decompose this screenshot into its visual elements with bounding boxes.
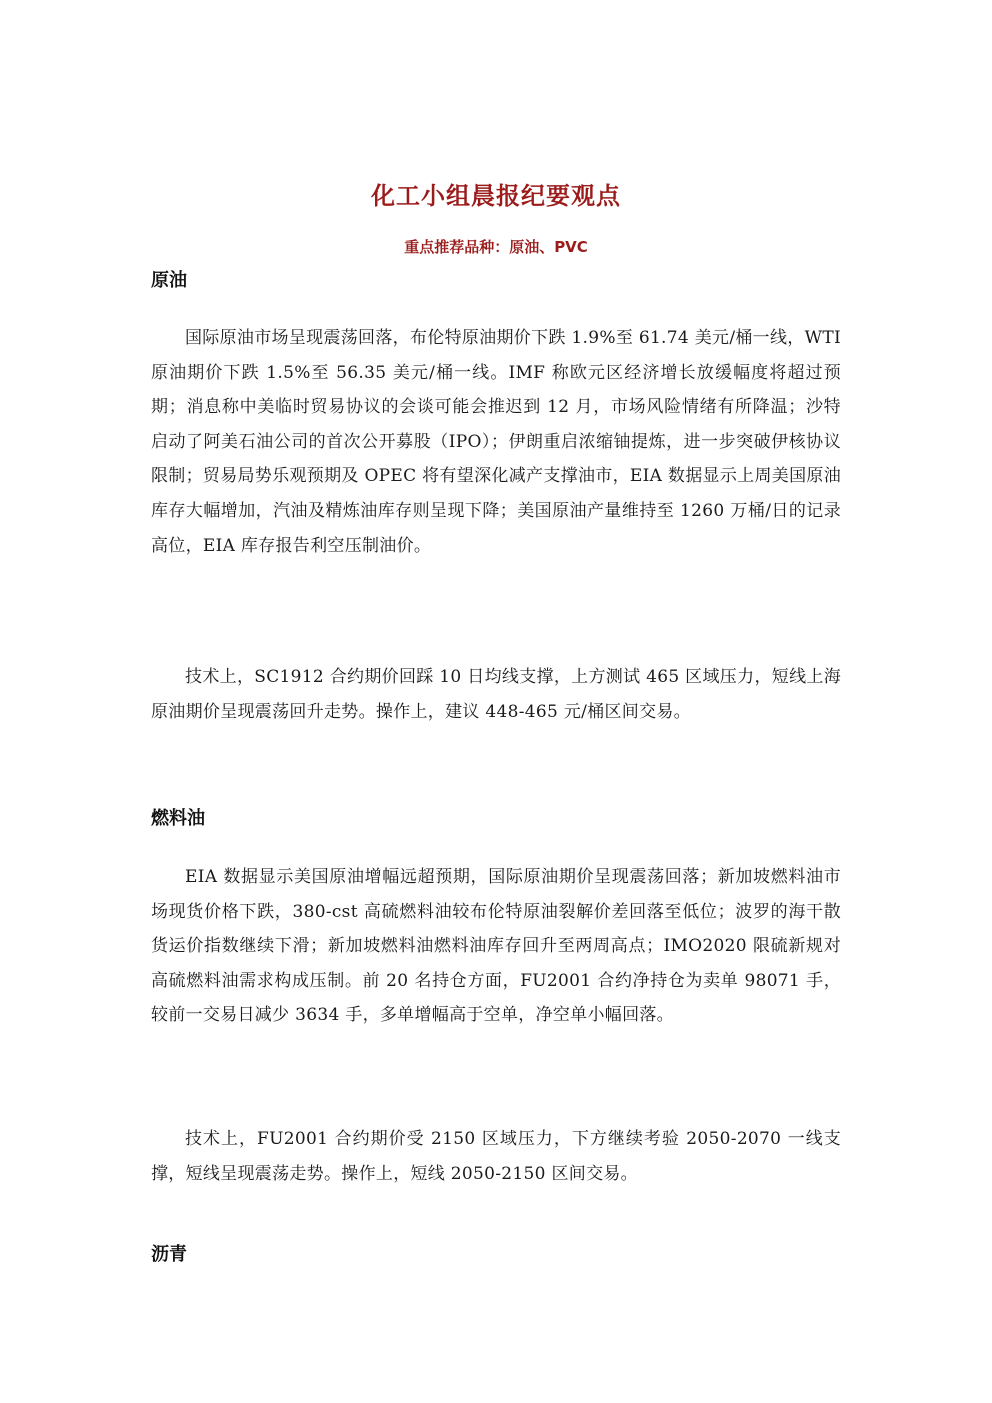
section-heading-crude-oil: 原油 (151, 270, 187, 291)
page-title: 化工小组晨报纪要观点 (371, 182, 621, 210)
section-heading-fuel-oil: 燃料油 (151, 808, 205, 829)
section-heading-asphalt: 沥青 (151, 1244, 187, 1265)
crude-oil-paragraph-1: 国际原油市场呈现震荡回落，布伦特原油期价下跌 1.9%至 61.74 美元/桶一线，WTI 原油期价下跌 1.5%至 56.35 美元/桶一线。IMF 称欧元区经济增长放缓幅度将超过预期；消息称中美临时贸易协议的会谈可能会推迟到 12 月，市场风险情绪有所降温；沙特启动了阿美石油公司的首次公开募股（IPO）；伊朗重启浓缩铀提炼，进一步突破伊核协议限制；贸易局势乐观预期及 OPEC 将有望深化减产支撑油市，EIA 数据显示上周美国原油库存大幅增加，汽油及精炼油库存则呈现下降；美国原油产量维持至 1260 万桶/日的记录高位，EIA 库存报告利空压制油价。 (151, 328, 841, 556)
crude-oil-paragraph-2: 技术上，SC1912 合约期价回踩 10 日均线支撑，上方测试 465 区域压力，短线上海原油期价呈现震荡回升走势。操作上，建议 448-465 元/桶区间交易。 (151, 667, 841, 722)
page-subtitle: 重点推荐品种：原油、PVC (404, 238, 588, 256)
fuel-oil-paragraph-2: 技术上，FU2001 合约期价受 2150 区域压力，下方继续考验 2050-2070 一线支撑，短线呈现震荡走势。操作上，短线 2050-2150 区间交易。 (151, 1129, 841, 1184)
fuel-oil-paragraph-1: EIA 数据显示美国原油增幅远超预期，国际原油期价呈现震荡回落；新加坡燃料油市场现货价格下跌，380-cst 高硫燃料油较布伦特原油裂解价差回落至低位；波罗的海干散货运价指数继续下滑；新加坡燃料油燃料油库存回升至两周高点；IMO2020 限硫新规对高硫燃料油需求构成压制。前 20 名持仓方面，FU2001 合约净持仓为卖单 98071 手，较前一交易日减少 3634 手，多单增幅高于空单，净空单小幅回落。 (151, 867, 841, 1026)
